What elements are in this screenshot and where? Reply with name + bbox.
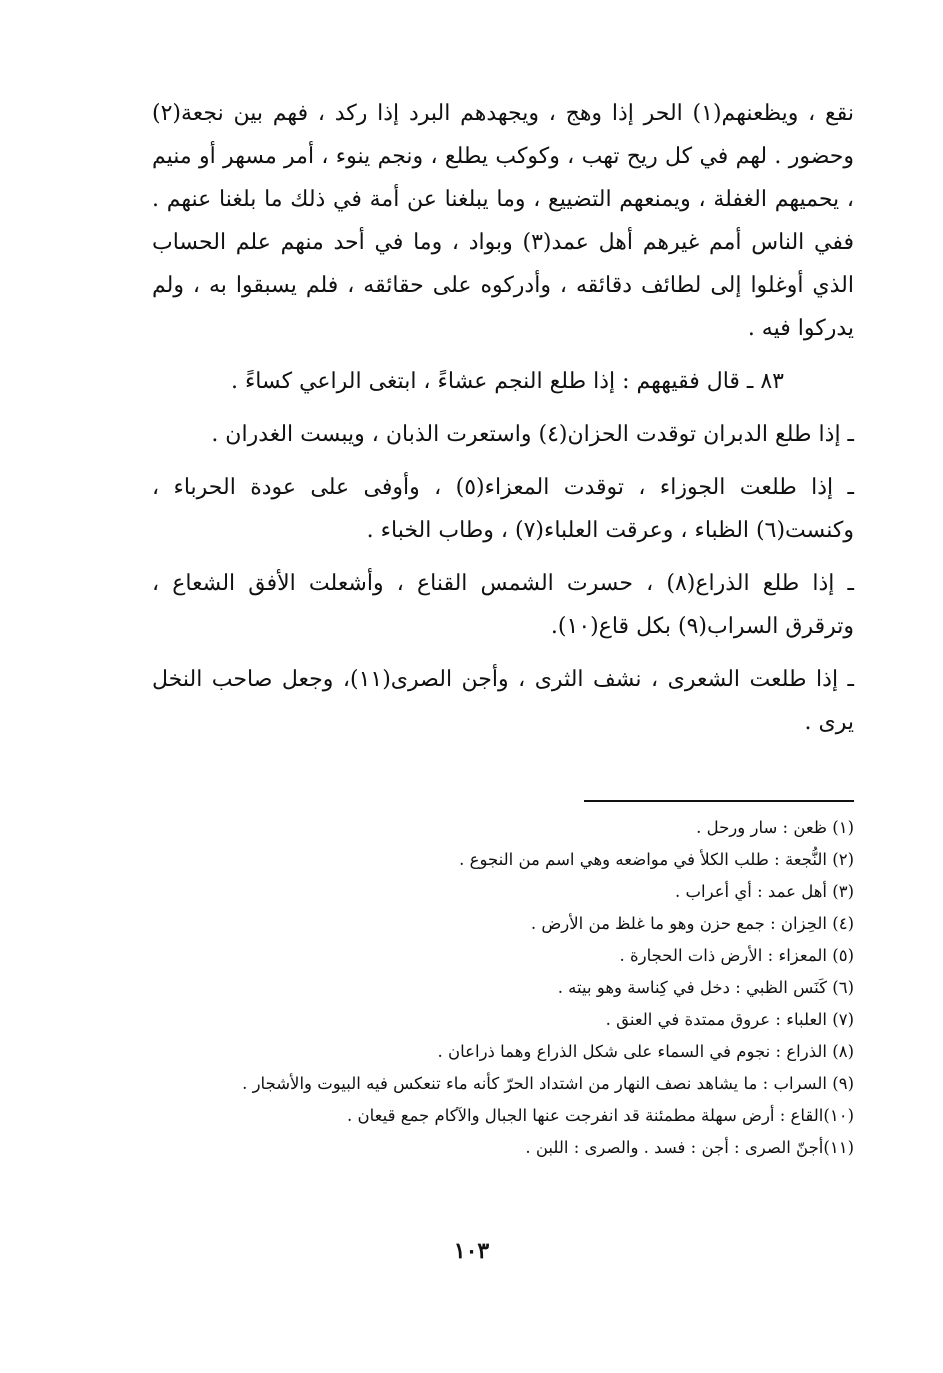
footnote-item: (٥) المعزاء : الأرض ذات الحجارة . [619, 946, 854, 965]
footnote-item: (٨) الذراع : نجوم في السماء على شكل الذراع وهما ذراعان . [437, 1042, 854, 1061]
page-number: ١٠٣ [453, 1238, 490, 1264]
footnote-item: (٢) النُّجعة : طلب الكلأ في مواضعه وهي اسم من النجوع . [459, 850, 854, 869]
main-text [152, 92, 854, 754]
footnote-item: (١٠)القاع : أرض سهلة مطمئنة قد انفرجت عنها الجبال والآكام جمع قيعان . [347, 1106, 854, 1125]
footnote-item: (١) ظعن : سار ورحل . [696, 818, 854, 837]
paragraph-jawza: ـ إذا طلعت الجوزاء ، توقدت المعزاء(٥) ، وأوفى على عودة الحرباء ، وكنست(٦) الظباء ، وعرقت العلباء(٧) ، وطاب الخباء . [152, 475, 854, 543]
footnote-item: (٩) السراب : ما يشاهد نصف النهار من اشتداد الحرّ كأنه ماء تنعكس فيه البيوت والأشجار . [242, 1074, 854, 1093]
footnote-divider [584, 800, 854, 802]
paragraph-dhira: ـ إذا طلع الذراع(٨) ، حسرت الشمس القناع ، وأشعلت الأفق الشعاع ، وترقرق السراب(٩) بكل قاع(١٠). [152, 571, 854, 639]
footnote-item: (٤) الحِزان : جمع حزن وهو ما غلظ من الأرض . [530, 914, 854, 933]
footnote-item: (٣) أهل عمد : أي أعراب . [675, 882, 854, 901]
footnote-item: (١١)أجنّ الصرى : أجن : فسد . والصرى : اللبن . [525, 1138, 854, 1157]
paragraph-83: ٨٣ ـ قال فقيههم : إذا طلع النجم عشاءً ، ابتغى الراعي كساءً . [230, 369, 784, 394]
paragraph-shira: ـ إذا طلعت الشعرى ، نشف الثرى ، وأجن الصرى(١١)، وجعل صاحب النخل يرى . [152, 667, 854, 735]
footnote-item: (٧) العلباء : عروق ممتدة في العنق . [605, 1010, 854, 1029]
paragraph-opening: نقع ، ويظعنهم(١) الحر إذا وهج ، ويجهدهم البرد إذا ركد ، فهم بين نجعة(٢) وحضور . لهم في كل ريح تهب ، وكوكب يطلع ، ونجم ينوء ، أمر مسهر أو منيم ، يحميهم الغفلة ، ويمنعهم التضييع ، وما يبلغنا عن أمة في ذلك ما بلغنا عنهم . ففي الناس أمم غيرهم أهل عمد(٣) وبواد ، وما في أحد منهم علم الحساب الذي أوغلوا إلى لطائف دقائقه ، وأدركوه على حقائقه ، فلم يسبقوا به ، ولم يدركوا فيه . [152, 101, 854, 341]
paragraph-dabaran: ـ إذا طلع الدبران توقدت الحزان(٤) واستعرت الذبان ، ويبست الغدران . [211, 422, 854, 447]
footnote-item: (٦) كَنَس الظبي : دخل في كِناسة وهو بيته . [557, 978, 854, 997]
footnotes [152, 812, 854, 1164]
